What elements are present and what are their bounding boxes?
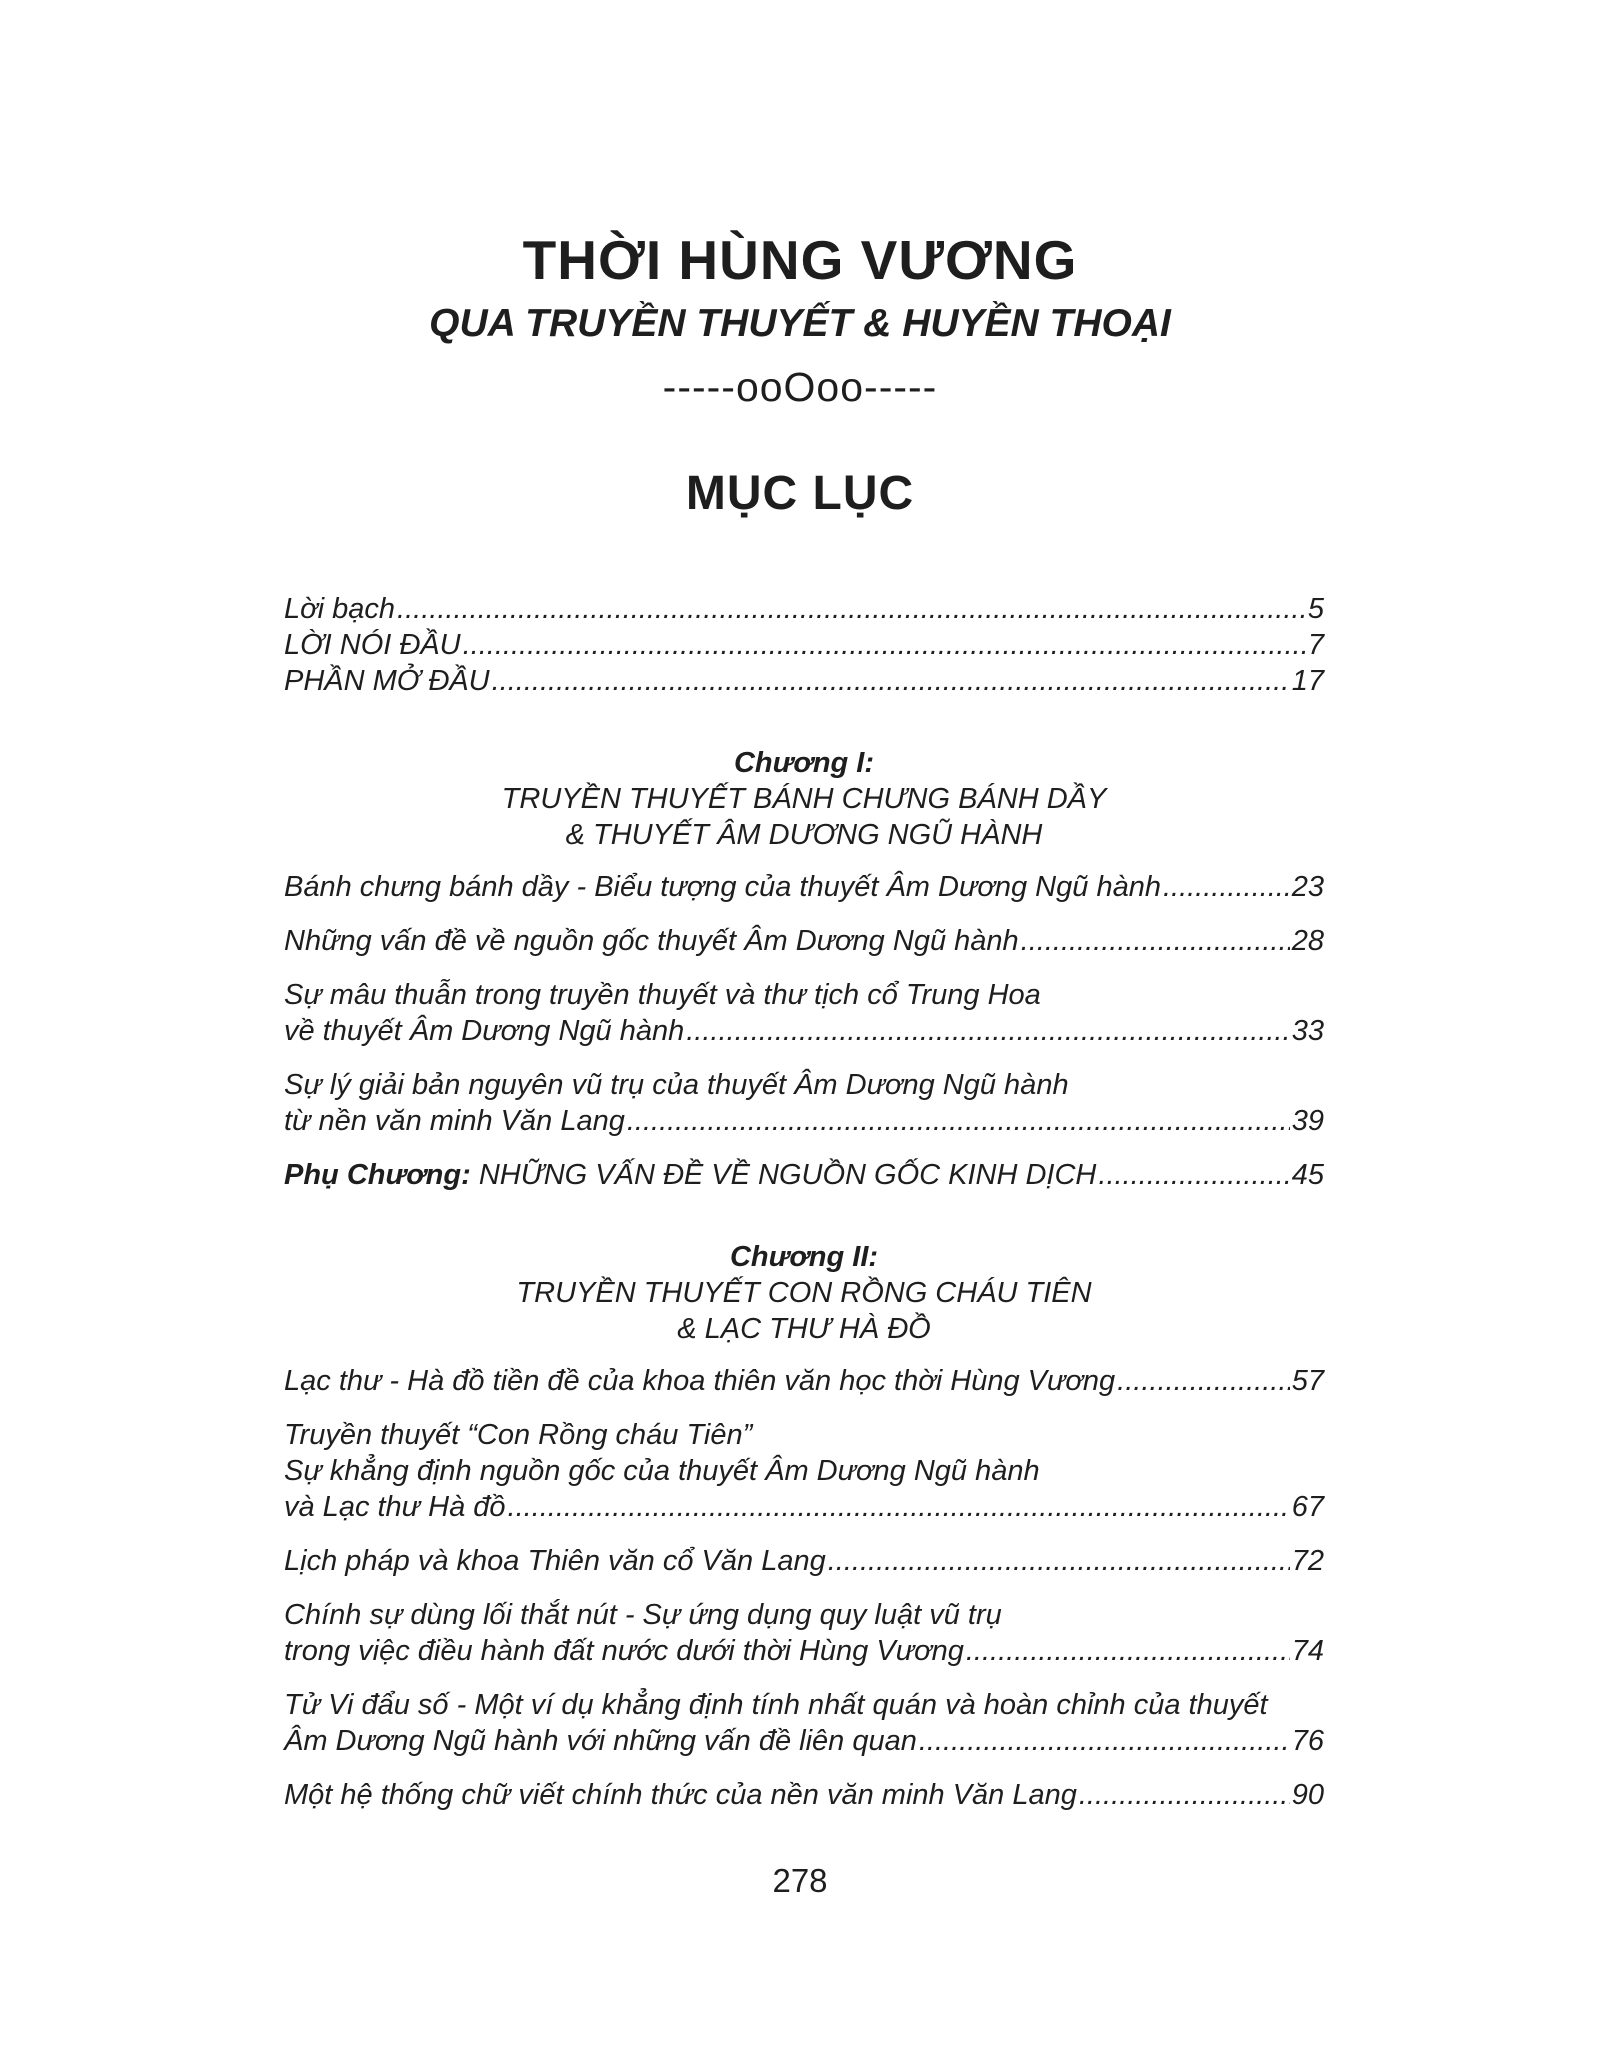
toc-entry xyxy=(284,1417,1324,1525)
front-matter xyxy=(284,591,1324,699)
toc-entry-title: Bánh chưng bánh dầy - Biểu tượng của thuyết Âm Dương Ngũ hành xyxy=(284,871,1161,903)
dot-leader xyxy=(1163,869,1290,905)
dot-leader xyxy=(397,591,1306,627)
toc-entry xyxy=(284,1067,1324,1139)
toc-entry-line xyxy=(284,923,1324,959)
toc-entry xyxy=(284,663,1324,699)
dot-leader xyxy=(1098,1157,1289,1193)
toc-entry-page: 76 xyxy=(1291,1725,1324,1757)
toc-entry-page: 39 xyxy=(1291,1105,1324,1137)
toc-entry-title: LỜI NÓI ĐẦU xyxy=(284,629,461,661)
toc-entry-title-line: Sự khẳng định nguồn gốc của thuyết Âm Dương Ngũ hành xyxy=(284,1455,1040,1487)
toc-entry-title: Những vấn đề về nguồn gốc thuyết Âm Dương Ngũ hành xyxy=(284,925,1019,957)
book-subtitle: QUA TRUYỀN THUYẾT & HUYỀN THOẠI xyxy=(429,302,1171,345)
entry-spacer xyxy=(284,1049,1324,1067)
page-number: 278 xyxy=(772,1862,828,1899)
toc-entry-title: Lạc thư - Hà đồ tiền đề của khoa thiên văn học thời Hùng Vương xyxy=(284,1365,1116,1397)
toc-entry-page: 33 xyxy=(1291,1015,1324,1047)
chapter-title: TRUYỀN THUYẾT CON RỒNG CHÁU TIÊN xyxy=(516,1277,1092,1309)
toc-entry-page: 23 xyxy=(1291,871,1324,903)
toc-entry xyxy=(284,1597,1324,1669)
chapter-entries xyxy=(284,1363,1324,1813)
book-title: THỜI HÙNG VƯƠNG xyxy=(522,229,1078,291)
chapter-title: TRUYỀN THUYẾT BÁNH CHƯNG BÁNH DẦY xyxy=(501,783,1107,815)
toc-entry-page: 28 xyxy=(1291,925,1324,957)
toc-entry-page: 67 xyxy=(1291,1491,1324,1523)
toc-entry-title: Lời bạch xyxy=(284,593,396,625)
toc-entry-title-line: Tử Vi đẩu số - Một ví dụ khẳng định tính nhất quán và hoàn chỉnh của thuyết xyxy=(284,1689,1268,1721)
dot-leader xyxy=(1021,923,1290,959)
ornament-divider: -----ooOoo----- xyxy=(662,364,938,410)
dot-leader xyxy=(686,1013,1289,1049)
table-of-contents xyxy=(284,591,1324,1813)
toc-entry-title: về thuyết Âm Dương Ngũ hành xyxy=(284,1015,685,1047)
entry-spacer xyxy=(284,1139,1324,1157)
toc-entry xyxy=(284,627,1324,663)
toc-entry xyxy=(284,1777,1324,1813)
toc-entry-page: 45 xyxy=(1291,1159,1324,1191)
toc-entry-page: 74 xyxy=(1291,1635,1324,1667)
toc-entry-page: 17 xyxy=(1291,665,1324,697)
chapter-label: Chương I: xyxy=(733,747,875,779)
toc-entry-title: PHẦN MỞ ĐẦU xyxy=(284,665,490,697)
toc-entry xyxy=(284,1687,1324,1759)
entry-spacer xyxy=(284,1669,1324,1687)
toc-entry-title-line: Sự mâu thuẫn trong truyền thuyết và thư tịch cổ Trung Hoa xyxy=(284,979,1041,1011)
toc-entry-title: trong việc điều hành đất nước dưới thời Hùng Vương xyxy=(284,1635,964,1667)
dot-leader xyxy=(508,1489,1290,1525)
toc-entry-title: từ nền văn minh Văn Lang xyxy=(284,1105,625,1137)
toc-entry xyxy=(284,1363,1324,1399)
toc-entry xyxy=(284,977,1324,1049)
entry-spacer xyxy=(284,1399,1324,1417)
entry-spacer xyxy=(284,1759,1324,1777)
entry-spacer xyxy=(284,1579,1324,1597)
toc-entry-page: 57 xyxy=(1291,1365,1324,1397)
chapter-entries xyxy=(284,869,1324,1157)
toc-entry-line xyxy=(284,1723,1324,1759)
toc-entry-title-line: Truyền thuyết “Con Rồng cháu Tiên” xyxy=(284,1419,753,1451)
toc-entry xyxy=(284,591,1324,627)
dot-leader xyxy=(919,1723,1290,1759)
toc-entry-title-line: Chính sự dùng lối thắt nút - Sự ứng dụng quy luật vũ trụ xyxy=(284,1599,1002,1631)
entry-spacer xyxy=(284,905,1324,923)
dot-leader xyxy=(627,1103,1290,1139)
appendix-entry xyxy=(284,1157,1324,1193)
dot-leader xyxy=(966,1633,1290,1669)
chapter-heading xyxy=(284,745,1324,853)
toc-entry-title: Âm Dương Ngũ hành với những vấn đề liên quan xyxy=(284,1725,917,1757)
entry-spacer xyxy=(284,959,1324,977)
toc-heading: MỤC LỤC xyxy=(685,467,915,520)
toc-entry-line xyxy=(284,1777,1324,1813)
dot-leader xyxy=(463,627,1306,663)
appendix-title: NHỮNG VẤN ĐỀ VỀ NGUỒN GỐC KINH DỊCH xyxy=(478,1159,1097,1191)
toc-entry-page: 72 xyxy=(1291,1545,1324,1577)
toc-entry-line xyxy=(284,1013,1324,1049)
toc-entry xyxy=(284,923,1324,959)
chapter-heading xyxy=(284,1239,1324,1347)
toc-entry-title: Lịch pháp và khoa Thiên văn cổ Văn Lang xyxy=(284,1545,826,1577)
toc-entry-title: và Lạc thư Hà đồ xyxy=(284,1491,506,1523)
toc-entry-page: 90 xyxy=(1291,1779,1324,1811)
toc-entry-line xyxy=(284,1543,1324,1579)
toc-entry-line xyxy=(284,1633,1324,1669)
toc-entry-title xyxy=(284,1157,1096,1193)
chapter-label: Chương II: xyxy=(729,1241,879,1273)
toc-entry-page: 5 xyxy=(1307,593,1324,625)
dot-leader xyxy=(828,1543,1290,1579)
toc-entry-page: 7 xyxy=(1307,629,1324,661)
chapter-title: & THUYẾT ÂM DƯƠNG NGŨ HÀNH xyxy=(565,819,1043,851)
dot-leader xyxy=(492,663,1290,699)
appendix-label: Phụ Chương: xyxy=(284,1159,471,1191)
dot-leader xyxy=(1079,1777,1290,1813)
toc-entry-title: Một hệ thống chữ viết chính thức của nền văn minh Văn Lang xyxy=(284,1779,1077,1811)
toc-entry-line xyxy=(284,1103,1324,1139)
toc-entry-title-line: Sự lý giải bản nguyên vũ trụ của thuyết Âm Dương Ngũ hành xyxy=(284,1069,1069,1101)
dot-leader xyxy=(1117,1363,1290,1399)
toc-entry-line xyxy=(284,1489,1324,1525)
entry-spacer xyxy=(284,1525,1324,1543)
toc-entry-line xyxy=(284,869,1324,905)
chapter-title: & LẠC THƯ HÀ ĐỒ xyxy=(677,1313,931,1345)
toc-entry xyxy=(284,1543,1324,1579)
toc-entry xyxy=(284,869,1324,905)
toc-entry-line xyxy=(284,1363,1324,1399)
